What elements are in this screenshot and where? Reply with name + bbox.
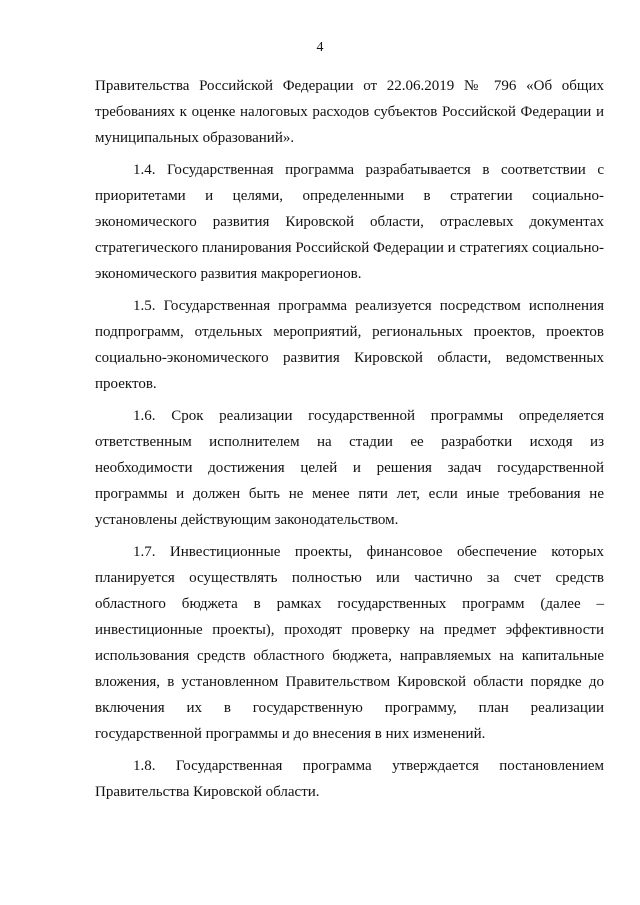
page-number: 4 [316,40,324,55]
paragraph-1-6: 1.6. Срок реализации государственной программы определяется ответственным исполнителем на стадии ее разработки исходя из необходимости достижения целей и решения задач государственной программы и должен быть не менее пяти лет, если иные требования не установлены действующим законодательством. [95,408,604,528]
document-body [95,73,604,811]
paragraph-1-7: 1.7. Инвестиционные проекты, финансовое обеспечение которых планируется осуществлять полностью или частично за счет средств областного бюджета в рамках государственных программ (далее – инвестиционные проекты), проходят проверку на предмет эффективности использования средств областного бюджета, направляемых на капитальные вложения, в установленном Правительством Кировской области порядке до включения их в государственную программу, план реализации государственной программы и до внесения в них изменений. [95,544,604,742]
paragraph-1-8: 1.8. Государственная программа утверждается постановлением Правительства Кировской области. [95,758,604,800]
paragraph-1-5: 1.5. Государственная программа реализуется посредством исполнения подпрограмм, отдельных мероприятий, региональных проектов, проектов социально-экономического развития Кировской области, ведомственных проектов. [95,298,604,392]
paragraph-1-4: 1.4. Государственная программа разрабатывается в соответствии с приоритетами и целями, определенными в стратегии социально-экономического развития Кировской области, отраслевых документах стратегического планирования Российской Федерации и стратегиях социально-экономического развития макрорегионов. [95,162,604,282]
paragraph-continuation: Правительства Российской Федерации от 22.06.2019 № 796 «Об общих требованиях к оценке налоговых расходов субъектов Российской Федерации и муниципальных образований». [95,78,604,146]
